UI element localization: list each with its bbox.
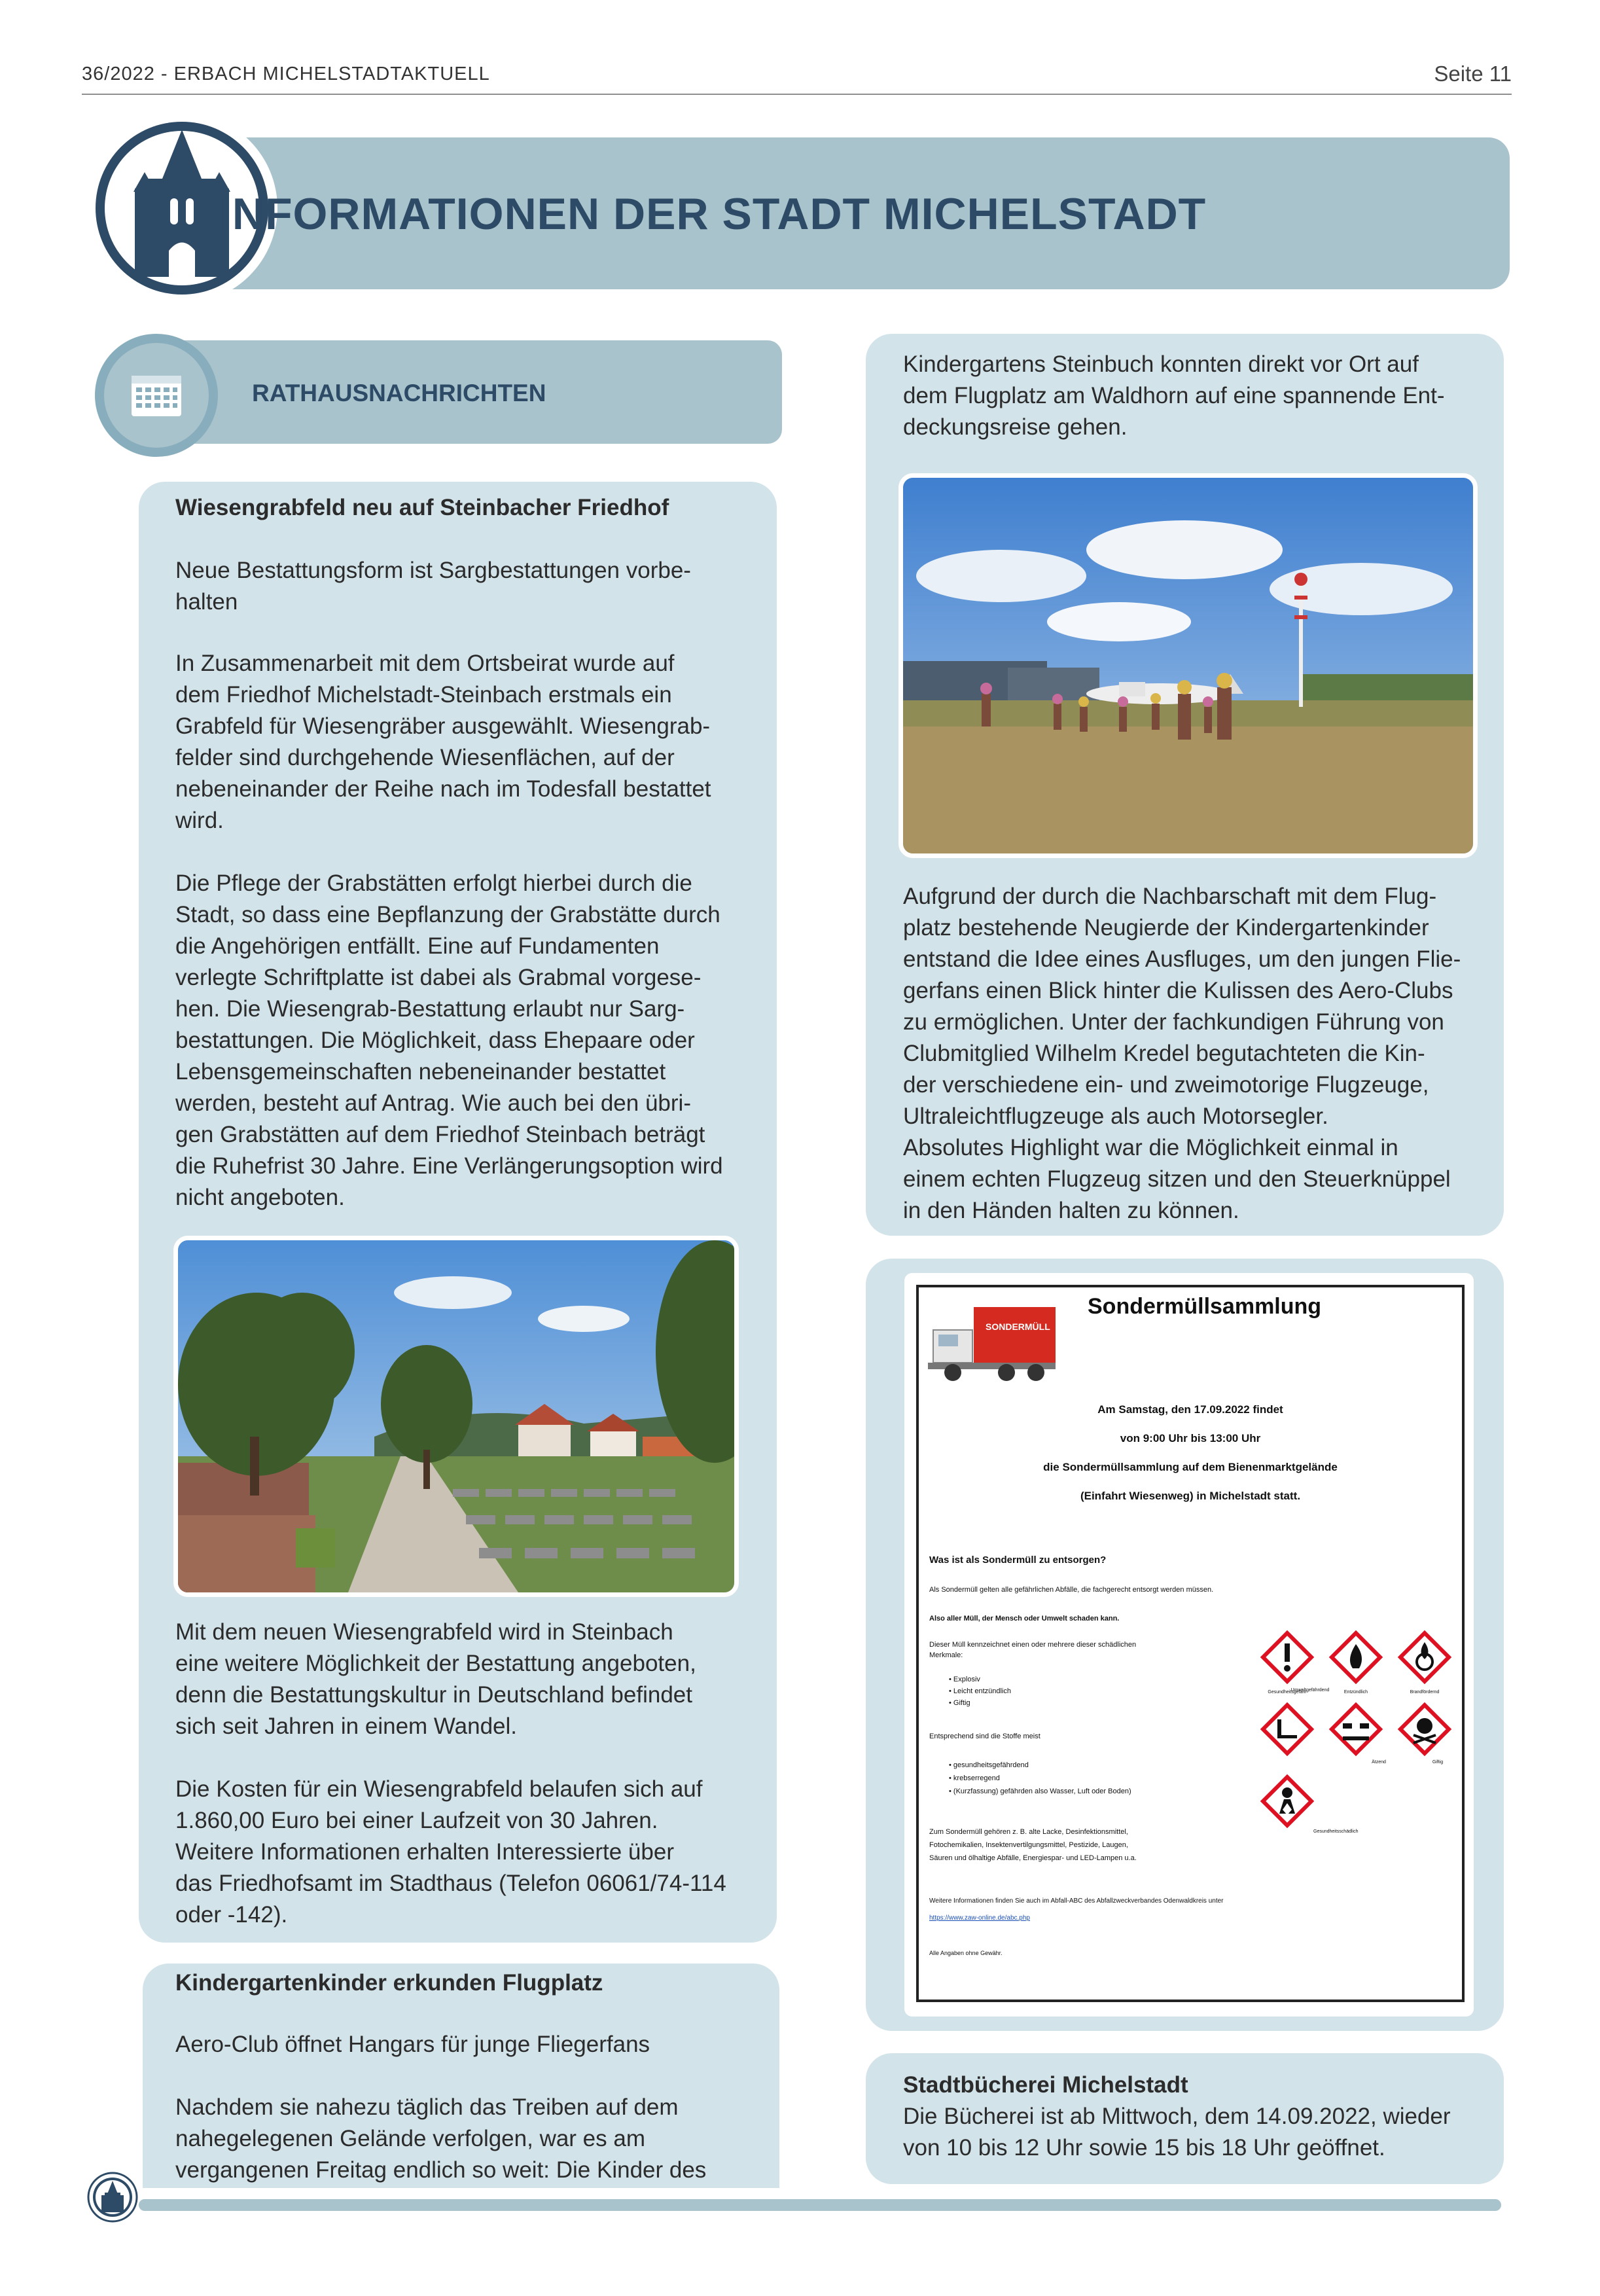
flyer-more-info: Weitere Informationen finden Sie auch im Abfall-ABC des Abfallzweckverbandes Odenwaldkreis unter (929, 1897, 1224, 1905)
truck-icon (928, 1300, 1059, 1386)
svg-text:Gesundheitsgefahr: Gesundheitsgefahr (1268, 1690, 1307, 1695)
svg-text:Brandfördernd: Brandfördernd (1410, 1690, 1440, 1695)
article2-para1: Nachdem sie nahezu täglich das Treiben auf dem nahegelegenen Gelände verfolgen, war es am vergangenen Freitag endlich so weit: Die Kinder des (175, 2094, 707, 2183)
article2-subtitle: Aero-Club öffnet Hangars für junge Fliegerfans (175, 2032, 650, 2057)
corrosive-hazard-icon (1332, 1705, 1380, 1753)
issue-label: 36/2022 - ERBACH MICHELSTADTAKTUELL (82, 63, 490, 84)
flyer-date-block: Am Samstag, den 17.09.2022 findet von 9:00 Uhr bis 13:00 Uhr die Sondermüllsammlung auf dem Bienenmarktgelände (Einfahrt Wiesenweg) in Michelstadt statt. (1043, 1403, 1338, 1502)
flyer-env-list: • gesundheitsgefährdend • krebserregend • (Kurzfassung) gefährden also Wasser, Luft oder Boden) (949, 1761, 1131, 1795)
article2-title: Kindergartenkinder erkunden Flugplatz (175, 1970, 603, 1996)
article2-continued: Kindergartens Steinbuch konnten direkt vor Ort auf dem Flugplatz am Waldhorn auf eine spannende Ent- deckungsreise gehen. (903, 351, 1445, 440)
article3-body: Die Bücherei ist ab Mittwoch, dem 14.09.2022, wieder von 10 bis 12 Uhr sowie 15 bis 18 Uhr geöffnet. (903, 2104, 1451, 2161)
sondermuell-flyer (916, 1285, 1465, 2002)
footer-bar (139, 2199, 1501, 2211)
page-title: INFORMATIONEN DER STADT MICHELSTADT (219, 189, 1207, 239)
flyer-mark-intro: Dieser Müll kennzeichnet einen oder mehrere dieser schädlichen Merkmale: (929, 1641, 1137, 1659)
explosive-hazard-icon (1263, 1633, 1311, 1681)
article1-subtitle: Neue Bestattungsform ist Sargbestattungen vorbe- halten (175, 558, 691, 615)
flyer-intro1: Als Sondermüll gelten alle gefährlichen Abfälle, die fachgerecht entsorgt werden müssen. (929, 1586, 1214, 1594)
footer-crest-icon (87, 2172, 138, 2223)
flyer-env-intro: Entsprechend sind die Stoffe meist (929, 1732, 1040, 1740)
flammable-hazard-icon (1332, 1633, 1380, 1681)
hazard-label-health: Gesundheitsschädlich (1313, 1829, 1359, 1834)
article3-title: Stadtbücherei Michelstadt (903, 2072, 1188, 2098)
article2-para2: Aufgrund der durch die Nachbarschaft mit dem Flug- platz bestehende Neugierde der Kindergartenkinder entstand die Idee eines Ausfluges, um den jungen Flie- gerfans einen Blick hinter die Kulissen des Aero-Clubs zu ermöglichen. Unter der fachkundigen Führung von Clubmitglied Wilhelm Kredel begutachteten die Kin- der verschiedene ein- und zweimotorige Flugzeuge, Ultraleichtflugzeuge als auch Motorsegler. Absolutes Highlight war die Möglichkeit einmal in einem echten Flugzeug sitzen und den Steuerknüppel in den Händen halten zu können. (903, 884, 1461, 1223)
flyer-mark-list: • Explosiv • Leicht entzündlich • Giftig (949, 1676, 1011, 1707)
flyer-title: Sondermüllsammlung (1088, 1294, 1322, 1319)
calendar-icon (94, 332, 219, 458)
flyer-disclaimer: Alle Angaben ohne Gewähr. (929, 1950, 1003, 1956)
truck-label: SONDERMÜLL (986, 1321, 1050, 1332)
health-hazard-icon (1258, 1772, 1317, 1844)
flyer-examples: Zum Sondermüll gehören z. B. alte Lacke, Desinfektionsmittel, Fotochemikalien, Insektenvertilgungsmittel, Pestizide, Laugen, Säuren und ölhaltige Abfälle, Energiespar- und LED-Lampen u.a. (929, 1828, 1137, 1862)
airfield-photo (898, 473, 1478, 858)
flyer-intro2: Also aller Müll, der Mensch oder Umwelt schaden kann. (929, 1615, 1120, 1623)
article1-para4: Die Kosten für ein Wiesengrabfeld belaufen sich auf 1.860,00 Euro bei einer Laufzeit von 30 Jahren. Weitere Informationen erhalten Interessierte über das Friedhofsamt im Stadthaus (Telefon 06061/74-114 oder -142). (175, 1776, 726, 1928)
flyer-link[interactable]: https://www.zaw-online.de/abc.php (929, 1914, 1030, 1922)
article1-para2: Die Pflege der Grabstätten erfolgt hierbei durch die Stadt, so dass eine Bepflanzung der Grabstätte durch die Angehörigen entfällt. Eine auf Fundamenten verlegte Schriftplatte ist dabei als Grabmal vorgese- hen. Die Wiesengrab-Bestattung erlaubt nur Sarg- bestattungen. Die Möglichkeit, dass Ehepaare oder Lebensgemeinschaften nebeneinander bestattet werden, besteht auf Antrag. Wie auch bei den übri- gen Grabstätten auf dem Friedhof Steinbach beträgt die Ruhefrist 30 Jahre. Eine Verlängerungsoption wird nicht angeboten. (175, 870, 723, 1210)
cemetery-photo (173, 1236, 739, 1597)
hazard-pictograms-row1 (1258, 1628, 1454, 1759)
article1-para3: Mit dem neuen Wiesengrabfeld wird in Steinbach eine weitere Möglichkeit der Bestattung angeboten, denn die Bestattungskultur in Deutschland befindet sich seit Jahren in einem Wandel. (175, 1619, 696, 1739)
svg-text:Entzündlich: Entzündlich (1343, 1690, 1368, 1695)
article1-title: Wiesengrabfeld neu auf Steinbacher Friedhof (175, 495, 669, 520)
hazard-label-toxic: Giftig (1432, 1760, 1444, 1765)
article1-para1: In Zusammenarbeit mit dem Ortsbeirat wurde auf dem Friedhof Michelstadt-Steinbach erstmals ein Grabfeld für Wiesengräber ausgewählt. Wiesengrab- felder sind durchgehende Wiesenflächen, auf der nebeneinander der Reihe nach im Todesfall bestattet wird. (175, 651, 711, 833)
oxidizing-hazard-icon (1400, 1633, 1449, 1681)
hazard-label-corrosive: Ätzend (1372, 1760, 1386, 1765)
flyer-question: Was ist als Sondermüll zu entsorgen? (929, 1554, 1107, 1566)
hazard-label-env: Umweltgefährdend (1290, 1688, 1330, 1693)
toxic-hazard-icon (1400, 1705, 1449, 1753)
page-number: Seite 11 (1434, 62, 1512, 86)
header-rule (82, 94, 1512, 95)
section-title: RATHAUSNACHRICHTEN (252, 380, 546, 406)
environment-hazard-icon (1263, 1705, 1311, 1753)
